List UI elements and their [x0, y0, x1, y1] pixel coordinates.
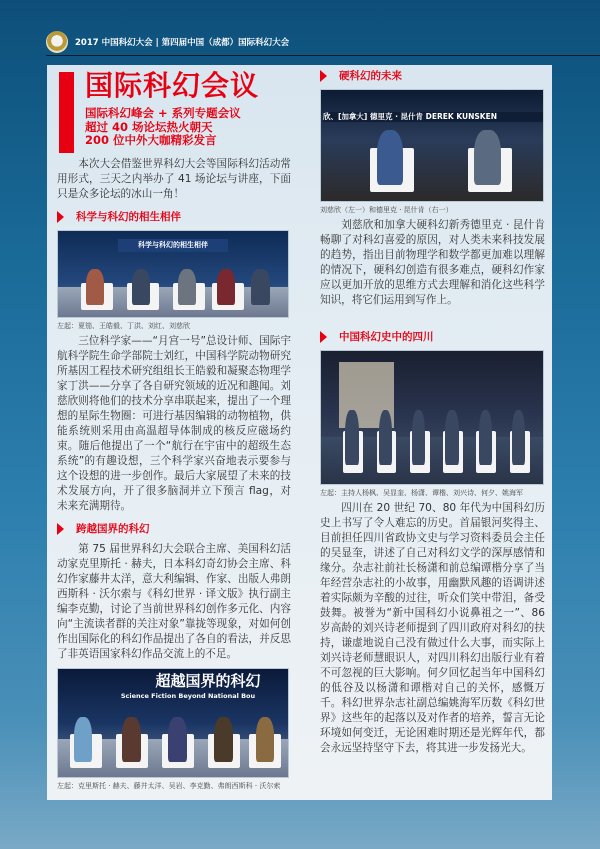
title-bar-accent: [59, 72, 74, 153]
photo-caption: 刘慈欣（左一）和德里克 · 昆什肯（右一）: [320, 206, 453, 214]
article-panel: [47, 65, 552, 800]
page-title: 国际科幻会议: [85, 69, 260, 102]
photo-banner-text: 超越国界的科幻: [155, 672, 261, 690]
forum-photo: [320, 89, 544, 202]
left-column: [57, 65, 291, 794]
title-block: [57, 65, 291, 153]
triangle-marker-icon: [320, 70, 327, 82]
right-column: [320, 69, 545, 756]
photo-caption: 左起：主持人杨枫、吴显奎、杨潇、谭楷、刘兴诗、何夕、姚海军: [320, 489, 523, 497]
subtitle-line: 超过 40 场论坛热火朝天: [85, 119, 213, 134]
header-title: 2017 中国科幻大会 | 第四届中国（成都）国际科幻大会: [75, 37, 290, 48]
conference-logo: [46, 31, 68, 53]
forum-photo: [57, 230, 289, 318]
photo-banner-subtext: Science Fiction Beyond National Bou: [120, 692, 256, 700]
section-heading: 中国科幻史中的四川: [320, 330, 545, 344]
section-heading: 硬科幻的未来: [320, 69, 545, 83]
photo-caption: 左起：克里斯托 · 赫夫、藤井太洋、吴岩、李克勤、弗朗西斯科 · 沃尔索: [57, 782, 281, 790]
section-heading: 跨越国界的科幻: [57, 522, 291, 536]
body-paragraph: 第 75 届世界科幻大会联合主席、美国科幻活动家克里斯托 · 赫夫，日本科幻奇幻协会主席、科幻作家藤井太洋，意大利编辑、作家、出版人弗朗西斯科 · 沃尔索与《科幻世界 · 译文版》执行副主编李克勤，讨论了当前世界科幻创作多元化、内容向“主流读者群的关注对象”靠拢等现象，对如何创作出国际化的科幻作品提出了各自的看法，并反思了非英语国家科幻作品交流上的不足。: [57, 543, 291, 660]
subtitle-line: 国际科幻峰会 + 系列专题会议: [85, 106, 241, 120]
page-header: [46, 28, 600, 56]
intro-paragraph: 本次大会借鉴世界科幻大会等国际科幻活动常用形式，三天之内举办了 41 场论坛与讲座，下面只是众多论坛的冰山一角！: [57, 158, 291, 200]
forum-photo: [320, 350, 544, 485]
triangle-marker-icon: [57, 211, 64, 223]
photo-banner-text: 科学与科幻的相生相伴: [118, 239, 228, 252]
photo-banner-text: 欣、[加拿大] 德里克 · 昆什肯 DEREK KUNSKEN: [323, 112, 543, 122]
body-paragraph: 三位科学家——“月宫一号”总设计师、国际宇航科学院生命学部院士刘红，中国科学院动物研究所基因工程技术研究组组长王皓毅和凝聚态物理学家丁洪——分享了各自研究领域的近况和趣闻。刘慈欣则将他们的技术分享串联起来，提出了一个理想的星际生物圈：可进行基因编辑的动物植物，供能系统则采用由高温超导体制成的核反应磁场约束。随后他提出了一个“航行在宇宙中的超级生态系统”的有趣设想，三个科学家兴奋地表示要参与这个设想的进一步创作。最后大家展望了未来的技术发展方向，开了很多脑洞并立下预言 flag，对未来充满期待。: [57, 335, 291, 512]
subtitle-line: 200 位中外大咖精彩发言: [85, 133, 217, 147]
body-paragraph: 刘慈欣和加拿大硬科幻新秀德里克 · 昆什肯畅聊了对科幻喜爱的原因，对人类未来科技发展的趋势，指出目前物理学和数学都更加难以理解的情况下，硬科幻创造有很多难点，硬科幻作家应以更加开放的思维方式去理解和消化这些科学知识，将它们运用到写作上。: [320, 219, 545, 306]
body-paragraph: 四川在 20 世纪 70、80 年代为中国科幻历史上书写了令人难忘的历史。首届银河奖得主、目前担任四川省政协文史与学习资料委员会主任的吴显奎，讲述了自己对科幻文学的深厚感情和缘分。杂志社前社长杨潇和前总编谭楷分享了当年经营杂志社的小故事，用幽默风趣的语调讲述着实际颇为辛酸的过往，听众们笑中带泪，备受鼓舞。被誉为“新中国科幻小说鼻祖之一”、86 岁高龄的刘兴诗老师提到了四川政府对科幻的扶持，谦虚地说自己没有做过什么大事，而实际上刘兴诗老师慧眼识人，对四川科幻出版行业有着不可忽视的巨大影响。何夕回忆起当年中国科幻的低谷及以杨潇和谭楷对自己的关怀，感慨万千。科幻世界杂志社副总编姚海军历数《科幻世界》这些年的起落以及对作者的培养，誓言无论环境如何变迁，无论困难时期还是光辉年代，都会永远坚持坚守下去，将其进一步发扬光大。: [320, 502, 545, 754]
triangle-marker-icon: [57, 523, 64, 535]
triangle-marker-icon: [320, 331, 327, 343]
subtitle-block: [85, 107, 241, 148]
photo-caption: 左起：夏笳、王皓毅、丁洪、刘红、刘慈欣: [57, 322, 190, 330]
forum-photo: [57, 668, 289, 778]
section-heading: 科学与科幻的相生相伴: [57, 210, 291, 224]
